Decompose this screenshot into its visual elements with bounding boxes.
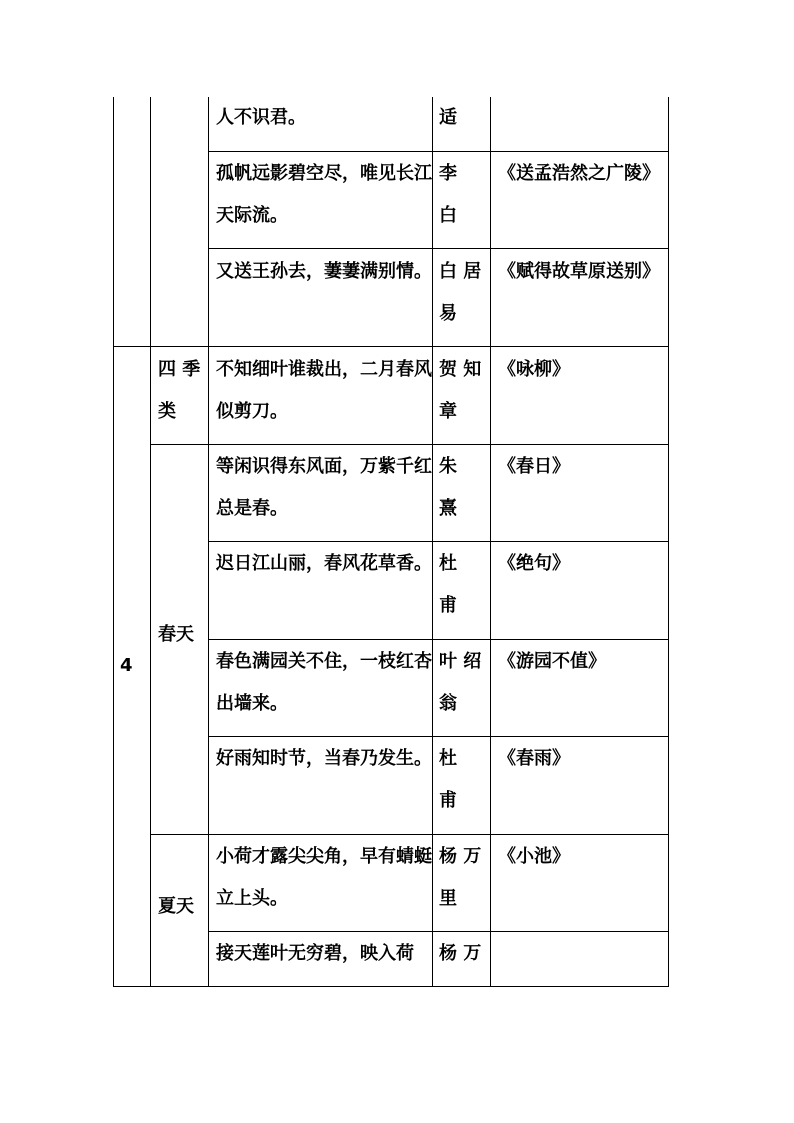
author-cell: 杨 万 xyxy=(439,943,482,964)
title-cell: 《送孟浩然之广陵》 xyxy=(498,163,660,184)
author-cell: 杜 甫 xyxy=(439,553,457,616)
row-divider xyxy=(208,541,669,542)
category-summer: 夏天 xyxy=(158,896,194,917)
title-cell: 《绝句》 xyxy=(498,553,570,574)
verse-cell: 孤帆远影碧空尽，唯见长江天际流。 xyxy=(216,163,432,226)
verse-cell: 人不识君。 xyxy=(216,107,306,128)
author-cell: 适 xyxy=(439,107,457,128)
verse-cell: 等闲识得东风面，万紫千红总是春。 xyxy=(216,456,432,519)
verse-cell: 又送王孙去，萋萋满别情。 xyxy=(216,261,432,282)
category-seasons: 四 季 类 xyxy=(158,359,201,422)
author-cell: 李 白 xyxy=(439,163,457,226)
table-divider-title xyxy=(490,97,491,987)
table-divider-category xyxy=(150,97,151,987)
title-cell: 《咏柳》 xyxy=(498,359,570,380)
verse-cell: 迟日江山丽，春风花草香。 xyxy=(216,553,432,574)
author-cell: 贺 知 章 xyxy=(439,359,482,422)
category-spring: 春天 xyxy=(158,624,194,645)
verse-cell: 春色满园关不住，一枝红杏出墙来。 xyxy=(216,651,432,714)
author-cell: 叶 绍 翁 xyxy=(439,651,482,714)
group-divider xyxy=(113,346,669,347)
title-cell: 《小池》 xyxy=(498,846,570,867)
title-cell: 《春日》 xyxy=(498,456,570,477)
verse-cell: 接天莲叶无穷碧，映入荷 xyxy=(216,943,414,964)
row-divider xyxy=(208,931,669,932)
category-divider xyxy=(150,834,669,835)
row-divider xyxy=(208,151,669,152)
verse-cell: 不知细叶谁裁出，二月春风似剪刀。 xyxy=(216,359,432,422)
row-divider xyxy=(208,639,669,640)
author-cell: 杜 甫 xyxy=(439,748,457,811)
verse-cell: 小荷才露尖尖角，早有蜻蜓立上头。 xyxy=(216,846,432,909)
row-divider xyxy=(208,248,669,249)
table-border-left xyxy=(113,97,114,987)
verse-cell: 好雨知时节，当春乃发生。 xyxy=(216,748,432,769)
table-divider-author xyxy=(432,97,433,987)
author-cell: 朱 熹 xyxy=(439,456,457,519)
author-cell: 杨 万 里 xyxy=(439,846,482,909)
title-cell: 《春雨》 xyxy=(498,748,570,769)
row-divider xyxy=(208,736,669,737)
group-number: 4 xyxy=(120,655,133,676)
table-divider-verse xyxy=(208,97,209,987)
author-cell: 白 居 易 xyxy=(439,261,482,324)
category-divider xyxy=(150,444,669,445)
title-cell: 《游园不值》 xyxy=(498,651,606,672)
table-border-bottom xyxy=(113,986,669,987)
title-cell: 《赋得故草原送别》 xyxy=(498,261,660,282)
